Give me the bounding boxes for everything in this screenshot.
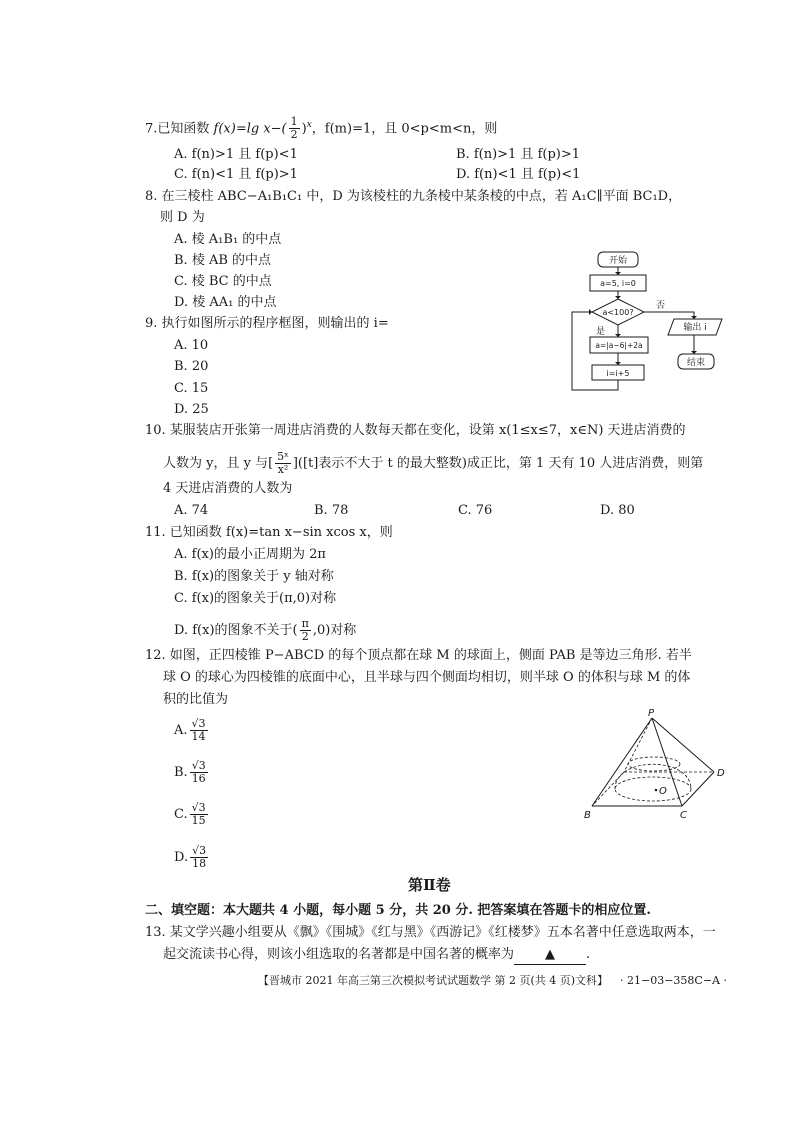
q8-stem-line1: 8. 在三棱柱 ABC−A₁B₁C₁ 中，D 为该棱柱的九条棱中某条棱的中点，若 A₁C∥平面 BC₁D，	[145, 189, 682, 204]
q13-answer-blank: ▲	[514, 946, 586, 965]
q10-option-c: C. 76	[458, 503, 493, 518]
q9-option-d: D. 25	[174, 402, 209, 417]
flowchart-body-text: a=|a−6|+2a	[595, 341, 643, 350]
q8-option-b: B. 棱 AB 的中点	[174, 253, 272, 268]
q11-option-a: A. f(x)的最小正周期为 2π	[174, 547, 326, 562]
q7-option-b: B. f(n)>1 且 f(p)>1	[456, 147, 581, 162]
q7-option-c: C. f(n)<1 且 f(p)>1	[174, 167, 298, 182]
q8-option-a: A. 棱 A₁B₁ 的中点	[174, 232, 282, 247]
label-C: C	[680, 810, 687, 821]
q10-stem-line2: 人数为 y，且 y 与[ $\frac{\text{5ˣ}}{\text{x²}}$ ]([t]表示不大于 t 的最大整数)成正比，第 1 天有 10 人进店消费，则第	[163, 450, 704, 476]
flowchart-condition-text: a<100?	[602, 308, 634, 317]
q10-option-d: D. 80	[600, 503, 635, 518]
q12-option-b: B. $\frac{√3}{16}$	[174, 759, 206, 785]
q12-stem-line2: 球 O 的球心为四棱锥的底面中心，且半球与四个侧面均相切，则半球 O 的体积与球 M 的体	[163, 670, 691, 685]
q9-stem: 9. 执行如图所示的程序框图，则输出的 i=	[145, 316, 389, 331]
q13-line2: 起交流读书心得，则该小组选取的名著都是中国名著的概率为 ▲ .	[163, 946, 590, 965]
q8-option-d: D. 棱 AA₁ 的中点	[174, 295, 277, 310]
label-O: O	[659, 786, 667, 797]
q12-stem-line3: 积的比值为	[163, 692, 229, 707]
q7-fraction: $\frac{1}{2}$	[290, 115, 298, 142]
q9-option-a: A. 10	[174, 338, 209, 353]
q11-option-d: D. f(x)的图象不关于( $\frac{\pi}{2}$ ,0)对称	[174, 617, 357, 643]
q7-option-a: A. f(n)>1 且 f(p)<1	[174, 147, 298, 162]
q10-option-a: A. 74	[174, 503, 209, 518]
q9-option-c: C. 15	[174, 381, 209, 396]
flowchart-yes-label: 是	[596, 327, 606, 337]
q12-option-c: C. $\frac{√3}{15}$	[174, 801, 206, 827]
edge-PB	[592, 718, 652, 806]
q11-stem: 11. 已知函数 f(x)=tan x−sin xcos x，则	[145, 525, 393, 540]
q11-fraction: $\frac{\pi}{2}$	[301, 617, 309, 643]
label-P: P	[648, 708, 655, 719]
q10-fraction: $\frac{\text{5ˣ}}{\text{x²}}$	[277, 450, 289, 476]
flowchart-end-text: 结束	[686, 358, 706, 368]
q8-stem-line2: 则 D 为	[160, 210, 205, 225]
q11-option-c: C. f(x)的图象关于(π,0)对称	[174, 591, 337, 606]
q12-option-d: D. $\frac{√3}{18}$	[174, 844, 207, 870]
q11-option-b: B. f(x)的图象关于 y 轴对称	[174, 569, 334, 584]
q8-option-c: C. 棱 BC 的中点	[174, 274, 272, 289]
footer-right: · 21−03−358C−A ·	[620, 974, 727, 987]
q12-option-a: A. $\frac{√3}{14}$	[174, 717, 206, 743]
part2-title: 第Ⅱ卷	[408, 876, 451, 894]
q10-stem-line3: 4 天进店消费的人数为	[163, 481, 293, 496]
flowchart-output-text: 输出 i	[683, 323, 707, 333]
pyramid-figure	[580, 706, 740, 824]
flowchart-start-text: 开始	[608, 256, 628, 266]
label-B: B	[584, 810, 591, 821]
q7-func: f(x)=lg x−(	[213, 121, 287, 137]
q7-option-d: D. f(n)<1 且 f(p)<1	[456, 167, 581, 182]
q10-stem-line1: 10. 某服装店开张第一周进店消费的人数每天都在变化，设第 x(1≤x≤7，x∈N) 天进店消费的	[145, 423, 686, 438]
q7-stem: 7.已知函数 f(x)=lg x−( $\frac{1}{2}$ )$^x$，f(m)=1，且 0<p<m<n，则	[145, 115, 498, 142]
flowchart	[560, 246, 740, 398]
q13-line1: 13. 某文学兴趣小组要从《飘》《围城》《红与黑》《西游记》《红楼梦》五本名著中任意选取两本，一	[145, 925, 716, 940]
flowchart-increment-text: i=i+5	[606, 369, 630, 378]
q12-stem-line1: 12. 如图，正四棱锥 P−ABCD 的每个顶点都在球 M 的球面上，侧面 PAB 是等边三角形. 若半	[145, 648, 692, 663]
label-D: D	[717, 768, 725, 779]
flowchart-no-label: 否	[656, 301, 666, 311]
flowchart-init-text: a=5, i=0	[600, 279, 636, 288]
footer-left: 【晋城市 2021 年高三第三次模拟考试试题数学 第 2 页(共 4 页)文科】	[258, 974, 609, 987]
q10-option-b: B. 78	[314, 503, 349, 518]
hemisphere-base	[615, 777, 691, 801]
section-fill-in-header: 二、填空题：本大题共 4 小题，每小题 5 分，共 20 分. 把答案填在答题卡的相应位置.	[145, 903, 651, 918]
q9-option-b: B. 20	[174, 359, 209, 374]
